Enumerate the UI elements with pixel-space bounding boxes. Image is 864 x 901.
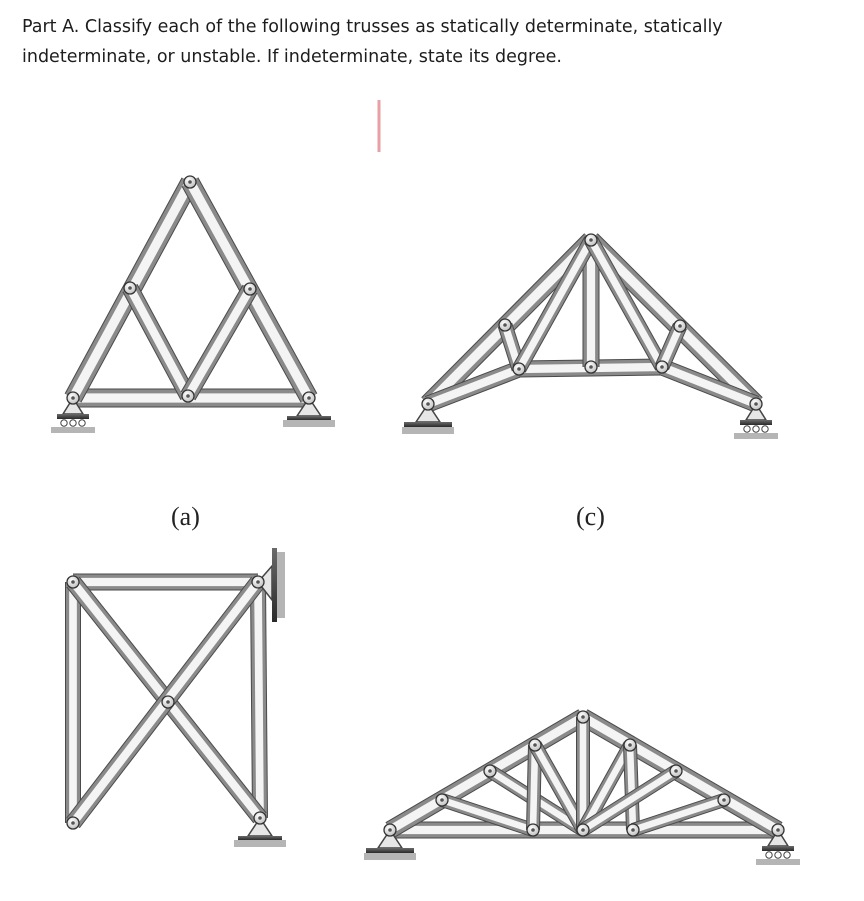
- truss-a: [51, 176, 335, 531]
- joint-pin-center: [581, 715, 585, 719]
- joint-pin-center: [581, 828, 585, 832]
- joint-pin-center: [776, 828, 780, 832]
- joint-pin-center: [388, 828, 392, 832]
- joint-pin-center: [307, 396, 311, 400]
- truss-member: [258, 582, 260, 818]
- joint-pin-center: [71, 580, 75, 584]
- truss-c-supports: [402, 404, 778, 439]
- truss-a-label: (a): [171, 502, 200, 531]
- joint-pin-center: [517, 367, 521, 371]
- joint-pin-center: [631, 828, 635, 832]
- question-text: Part A. Classify each of the following trusses as statically determinate, statically indeterminate, or unstable. If indeterminate, state its degree.: [22, 17, 723, 67]
- joint-pin-center: [628, 743, 632, 747]
- joint-pin-center: [678, 324, 682, 328]
- joint-pin-center: [488, 769, 492, 773]
- joint-pin-center: [188, 180, 192, 184]
- truss-member: [662, 326, 680, 367]
- truss-member: [130, 288, 188, 396]
- truss-c: [402, 234, 778, 531]
- joint-pin-center: [426, 402, 430, 406]
- joint-pin-center: [531, 828, 535, 832]
- joint-pin-center: [248, 287, 252, 291]
- truss-c-members: [428, 240, 756, 404]
- joint-pin-center: [754, 402, 758, 406]
- joint-pin-center: [674, 769, 678, 773]
- joint-pin-center: [71, 396, 75, 400]
- joint-pin-center: [533, 743, 537, 747]
- joint-pin-center: [722, 798, 726, 802]
- joint-pin-center: [660, 365, 664, 369]
- truss-a-pins: [67, 176, 315, 404]
- joint-pin-center: [503, 323, 507, 327]
- joint-pin-center: [589, 365, 593, 369]
- joint-pin-center: [258, 816, 262, 820]
- truss-d-members: [390, 717, 778, 830]
- joint-pin-center: [166, 700, 170, 704]
- joint-pin-center: [128, 286, 132, 290]
- truss-member: [630, 745, 633, 830]
- truss-member: [188, 289, 250, 396]
- truss-b: [67, 548, 286, 847]
- truss-d: [364, 711, 800, 865]
- joint-pin-center: [186, 394, 190, 398]
- joint-pin-center: [71, 821, 75, 825]
- joint-pin-center: [440, 798, 444, 802]
- truss-c-label: (c): [576, 502, 605, 531]
- truss-a-members: [73, 182, 309, 398]
- joint-pin-center: [589, 238, 593, 242]
- joint-pin-center: [256, 580, 260, 584]
